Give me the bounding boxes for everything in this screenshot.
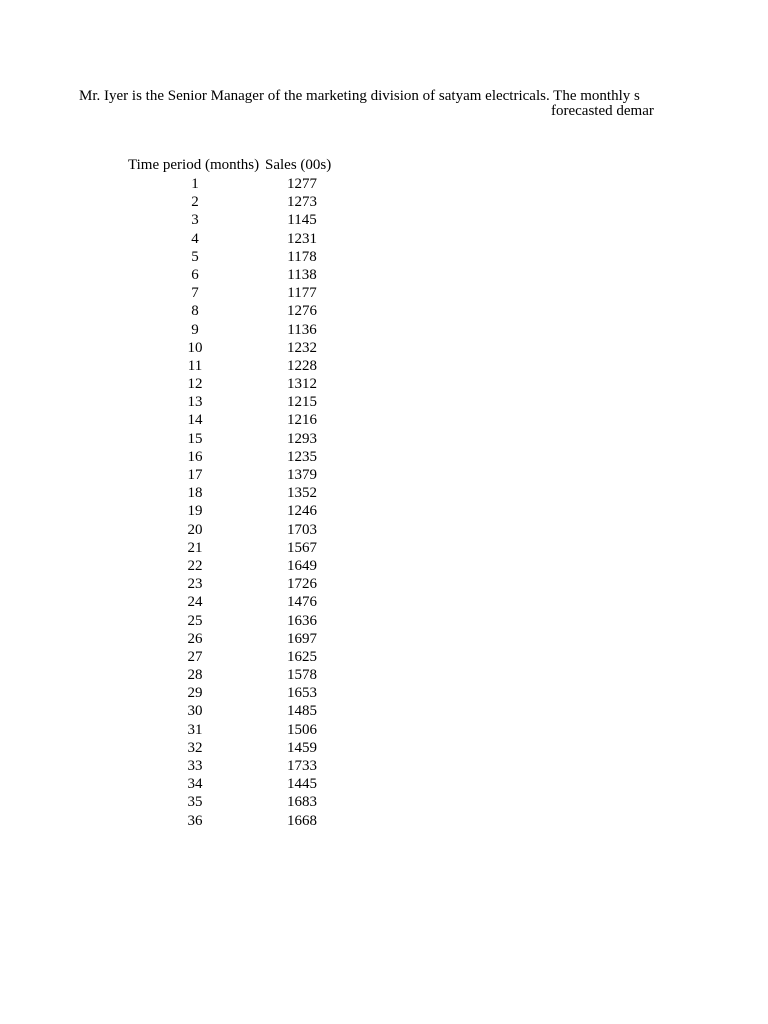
cell-time-period: 27 <box>187 648 203 665</box>
cell-sales: 1216 <box>287 412 317 429</box>
cell-time-period: 19 <box>187 503 203 520</box>
table-row <box>0 812 400 830</box>
cell-sales: 1235 <box>287 448 317 465</box>
cell-time-period: 33 <box>187 758 203 774</box>
cell-time-period: 18 <box>187 485 203 502</box>
cell-sales: 1232 <box>287 339 317 356</box>
cell-sales: 1312 <box>287 376 317 393</box>
cell-sales: 1485 <box>287 703 317 720</box>
cell-sales: 1649 <box>287 557 317 574</box>
cell-sales: 1228 <box>287 357 317 374</box>
table-row <box>0 248 400 266</box>
cell-time-period: 28 <box>187 667 203 684</box>
cell-sales: 1668 <box>287 812 317 829</box>
cell-sales: 1653 <box>287 685 317 702</box>
table-row <box>0 284 400 302</box>
table-row <box>0 339 400 357</box>
cell-sales: 1178 <box>287 248 317 265</box>
table-row <box>0 484 400 502</box>
cell-time-period: 36 <box>187 812 203 829</box>
table-row <box>0 648 400 666</box>
sales-table <box>0 175 400 830</box>
cell-time-period: 4 <box>191 230 199 247</box>
table-row <box>0 266 400 284</box>
cell-time-period: 26 <box>187 630 203 647</box>
table-row <box>0 411 400 429</box>
intro-line-1: Mr. Iyer is the Senior Manager of the marketing division of satyam electricals. The monthly s <box>79 88 640 104</box>
table-row <box>0 593 400 611</box>
cell-time-period: 9 <box>191 321 199 338</box>
cell-sales: 1246 <box>287 503 317 520</box>
cell-sales: 1277 <box>287 176 317 192</box>
cell-sales: 1276 <box>287 303 317 320</box>
table-row <box>0 521 400 539</box>
table-row <box>0 612 400 630</box>
cell-sales: 1293 <box>287 430 317 447</box>
cell-time-period: 1 <box>191 176 199 192</box>
cell-sales: 1145 <box>287 212 317 229</box>
cell-sales: 1138 <box>287 266 317 283</box>
cell-time-period: 7 <box>191 285 199 302</box>
table-row <box>0 430 400 448</box>
cell-time-period: 22 <box>187 557 203 574</box>
header-time-period: Time period (months) <box>128 157 260 173</box>
cell-time-period: 17 <box>187 467 203 483</box>
table-row <box>0 775 400 793</box>
cell-time-period: 12 <box>187 376 203 393</box>
table-row <box>0 702 400 720</box>
table-row <box>0 211 400 229</box>
cell-sales: 1506 <box>287 721 317 738</box>
table-row <box>0 539 400 557</box>
table-row <box>0 557 400 575</box>
cell-sales: 1352 <box>287 485 317 502</box>
cell-sales: 1683 <box>287 794 317 811</box>
cell-time-period: 25 <box>187 612 203 629</box>
cell-sales: 1476 <box>287 594 317 611</box>
cell-time-period: 32 <box>187 739 203 756</box>
cell-sales: 1459 <box>287 739 317 756</box>
table-row <box>0 230 400 248</box>
cell-time-period: 20 <box>187 521 203 538</box>
table-row <box>0 721 400 739</box>
table-row <box>0 193 400 211</box>
cell-sales: 1625 <box>287 648 317 665</box>
cell-time-period: 14 <box>187 412 203 429</box>
cell-sales: 1273 <box>287 194 317 211</box>
cell-time-period: 3 <box>191 212 199 229</box>
cell-time-period: 24 <box>187 594 203 611</box>
table-row <box>0 793 400 811</box>
table-row <box>0 684 400 702</box>
table-row <box>0 375 400 393</box>
cell-time-period: 11 <box>187 357 203 374</box>
table-row <box>0 575 400 593</box>
cell-sales: 1703 <box>287 521 317 538</box>
table-row <box>0 448 400 466</box>
cell-time-period: 21 <box>187 539 203 556</box>
cell-time-period: 13 <box>187 394 203 411</box>
cell-time-period: 5 <box>191 248 199 265</box>
cell-sales: 1445 <box>287 776 317 793</box>
cell-time-period: 23 <box>187 576 203 593</box>
cell-time-period: 29 <box>187 685 203 702</box>
cell-sales: 1733 <box>287 758 317 774</box>
cell-time-period: 16 <box>187 448 203 465</box>
table-row <box>0 393 400 411</box>
table-row <box>0 302 400 320</box>
cell-sales: 1578 <box>287 667 317 684</box>
cell-time-period: 6 <box>191 266 199 283</box>
cell-time-period: 15 <box>187 430 203 447</box>
cell-time-period: 35 <box>187 794 203 811</box>
table-row <box>0 321 400 339</box>
cell-time-period: 8 <box>191 303 199 320</box>
cell-time-period: 34 <box>187 776 203 793</box>
table-row <box>0 357 400 375</box>
table-row <box>0 739 400 757</box>
cell-time-period: 31 <box>187 721 203 738</box>
cell-sales: 1636 <box>287 612 317 629</box>
table-row <box>0 630 400 648</box>
cell-sales: 1379 <box>287 467 317 483</box>
table-row <box>0 466 400 484</box>
cell-sales: 1177 <box>287 285 317 302</box>
table-row <box>0 666 400 684</box>
table-row <box>0 175 400 193</box>
table-row <box>0 502 400 520</box>
cell-sales: 1567 <box>287 539 317 556</box>
cell-sales: 1215 <box>287 394 317 411</box>
cell-time-period: 30 <box>187 703 203 720</box>
cell-sales: 1136 <box>287 321 317 338</box>
intro-text <box>0 0 656 130</box>
cell-sales: 1726 <box>287 576 317 593</box>
intro-line-2: forecasted demar <box>551 103 654 119</box>
header-sales: Sales (00s) <box>265 157 332 173</box>
cell-time-period: 10 <box>187 339 203 356</box>
cell-sales: 1697 <box>287 630 317 647</box>
cell-sales: 1231 <box>287 230 317 247</box>
table-row <box>0 757 400 775</box>
cell-time-period: 2 <box>191 194 199 211</box>
